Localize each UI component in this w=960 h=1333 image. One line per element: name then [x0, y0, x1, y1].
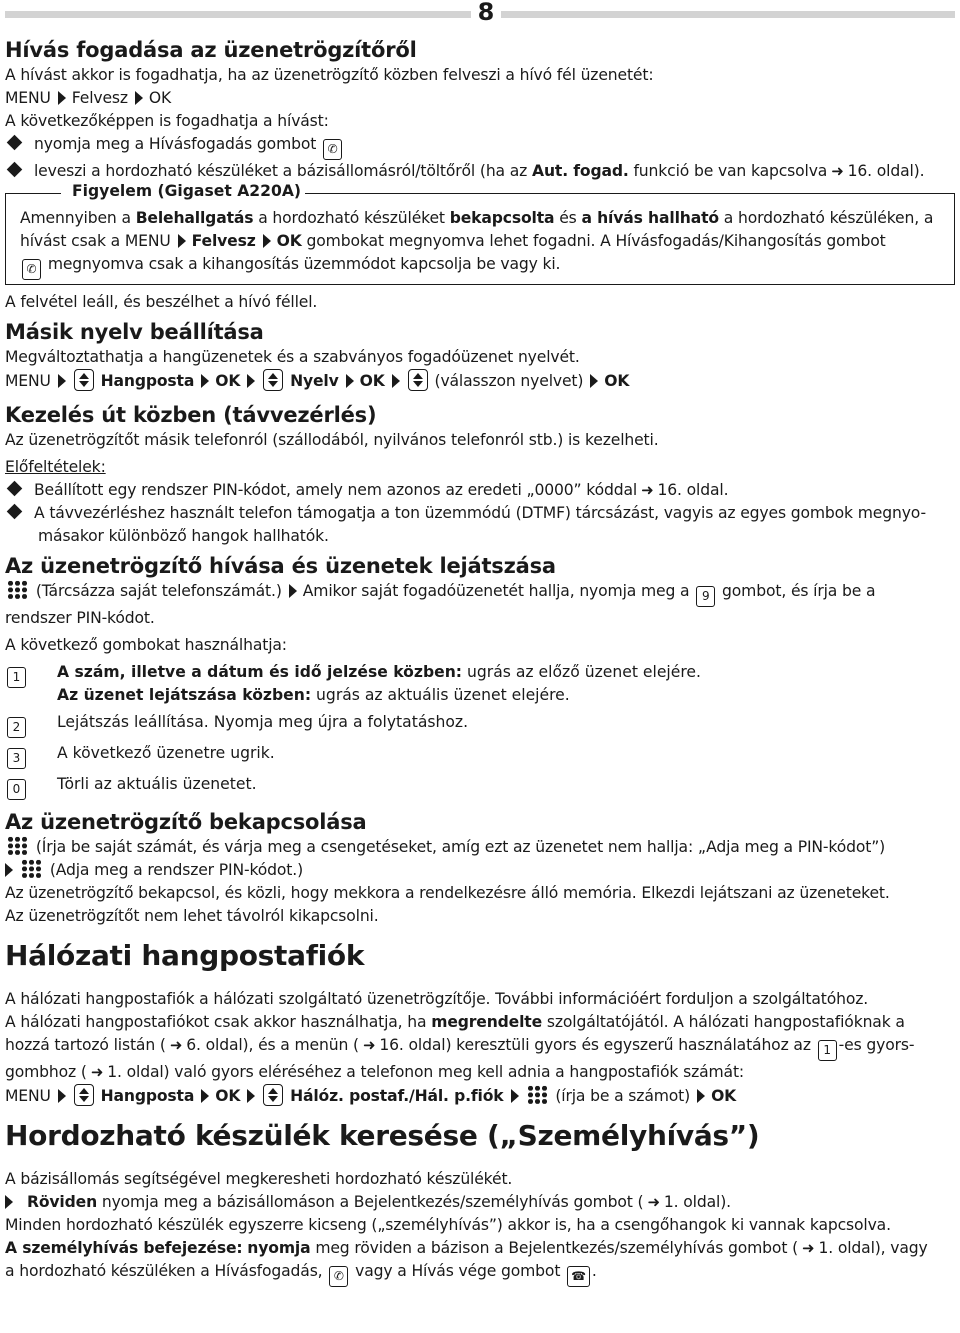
end-call-key-icon: ☎ [567, 1266, 590, 1287]
text: gombhoz ( [5, 1063, 87, 1081]
text: meg röviden a bázison a Bejelentkezés/személyhívás gombot ( [315, 1239, 799, 1257]
text: Belehallgatás [135, 209, 254, 227]
text: (Írja be saját számát, és várja meg a csengetéseket, amíg ezt az üzenetet nem hallja: „Adja meg a PIN-kódot”) [35, 838, 886, 856]
bullet-item [5, 160, 955, 183]
bullet-continuation: másakor különböző hangok hallhatók. [38, 527, 329, 545]
bullet-text: A távvezérléshez használt telefon támogatja a ton üzemmódú (DTMF) tárcsázást, vagyis az egyes gombok megnyo- [34, 504, 926, 522]
bullet-icon [7, 481, 23, 497]
text: 16. oldal) keresztüli gyors és egyszerű használatához az [379, 1036, 811, 1054]
bullet-text: leveszi a hordozható készüléket a bázisállomásról/töltőről (ha az [34, 162, 528, 180]
menu-label: OK [215, 372, 241, 390]
text: (válasszon nyelvet) [434, 372, 584, 390]
key-2-icon: 2 [7, 717, 26, 738]
instruction-line [5, 1191, 955, 1214]
bullet-item [5, 502, 955, 525]
page-header [5, 0, 955, 34]
paragraph: Az üzenetrögzítőt másik telefonról (szállodából, nyilvános telefonról stb.) is kezelheti. [5, 431, 659, 449]
section-title-answer: Hívás fogadása az üzenetrögzítőről [5, 38, 417, 62]
arrow-right-icon [201, 1089, 209, 1103]
bullet-icon [7, 504, 23, 520]
paragraph [5, 1034, 955, 1061]
text: A következő üzenetre ugrik. [57, 744, 275, 762]
manual-page [5, 0, 955, 1287]
page-ref: 16. oldal. [657, 481, 729, 499]
text: (Adja meg a rendszer PIN-kódot.) [49, 861, 304, 879]
paragraph: rendszer PIN-kódot. [5, 609, 155, 627]
key-3-icon: 3 [7, 748, 26, 769]
talk-key-icon: ✆ [323, 139, 342, 160]
menu-label: OK [359, 372, 385, 390]
menu-label: MENU [5, 372, 51, 390]
key-function-item [5, 742, 955, 769]
paragraph [5, 1011, 955, 1034]
instruction-line [5, 859, 955, 882]
arrow-right-icon [263, 234, 271, 248]
page-ref: 16. oldal). [847, 162, 925, 180]
menu-label: OK [711, 1087, 737, 1105]
paragraph [5, 1260, 955, 1287]
arrow-right-icon [5, 863, 13, 877]
key-function-item [5, 711, 955, 738]
arrow-right-icon [58, 91, 66, 105]
text: bekapcsolta [449, 209, 555, 227]
prerequisites-title: Előfeltételek: [5, 458, 106, 476]
text: (Tárcsázza saját telefonszámát.) [35, 582, 282, 600]
arrow-right-icon [201, 374, 209, 388]
menu-label: OK [148, 89, 172, 107]
key-1-icon: 1 [7, 667, 26, 688]
menu-label: MENU [5, 1087, 51, 1105]
paragraph: Az üzenetrögzítőt nem lehet távolról kikapcsolni. [5, 907, 379, 925]
section-title-call-playback: Az üzenetrögzítő hívása és üzenetek lejátszása [5, 554, 556, 578]
note-line [20, 207, 940, 230]
text: 1. oldal). [663, 1193, 731, 1211]
paragraph: A hálózati hangpostafiók a hálózati szolgáltató üzenetrögzítője. További információért forduljon a szolgáltatóhoz. [5, 990, 869, 1008]
reference-arrow-icon: ➜ [169, 1036, 183, 1054]
menu-label: MENU [124, 232, 171, 250]
text: 1. oldal), vagy [818, 1239, 928, 1257]
arrow-right-icon [392, 374, 400, 388]
text: megnyomva csak a kihangosítás üzemmódot kapcsolja be vagy ki. [47, 255, 561, 273]
arrow-right-icon [58, 374, 66, 388]
note-box [5, 182, 955, 285]
arrow-right-icon [346, 374, 354, 388]
key-0-icon: 0 [7, 779, 26, 800]
text: A hálózati hangpostafiókot csak akkor használhatja, ha [5, 1013, 427, 1031]
instruction-line [5, 836, 955, 859]
arrow-right-icon [247, 374, 255, 388]
bullet-text: nyomja meg a Hívásfogadás gombot [34, 135, 317, 153]
nav-key-icon [263, 1084, 283, 1106]
chapter-title-network-mailbox: Hálózati hangpostafiók [5, 939, 365, 972]
text: A szám, illetve a dátum és idő jelzése közben: [57, 663, 463, 681]
text: nyomja meg a bázisállomáson a Bejelentkezés/személyhívás gombot ( [101, 1193, 644, 1211]
menu-sequence [5, 1084, 955, 1108]
menu-label: Hálóz. postaf./Hál. p.fiók [290, 1087, 504, 1105]
reference-arrow-icon: ➜ [362, 1036, 376, 1054]
note-line [20, 253, 940, 280]
chapter-title-paging: Hordozható készülék keresése („Személyhívás”) [5, 1119, 760, 1152]
bullet-item [5, 479, 955, 502]
key-1-icon: 1 [818, 1040, 837, 1061]
text: ugrás az aktuális üzenet elejére. [316, 686, 570, 704]
arrow-right-icon [58, 1089, 66, 1103]
paragraph: A következőképpen is fogadhatja a hívást: [5, 112, 329, 130]
reference-arrow-icon: ➜ [831, 162, 844, 180]
nav-key-icon [263, 369, 283, 391]
text: (írja be a számot) [555, 1087, 691, 1105]
text: 1. oldal) való gyors eléréséhez a telefonon meg kell adnia a hangpostafiók számát: [107, 1063, 745, 1081]
text: Lejátszás leállítása. Nyomja meg újra a folytatáshoz. [57, 713, 469, 731]
paragraph [5, 1061, 955, 1084]
page-number: 8 [471, 0, 501, 26]
arrow-right-icon [590, 374, 598, 388]
nav-key-icon [74, 369, 94, 391]
menu-label: Felvesz [191, 232, 256, 250]
bullet-item [5, 133, 955, 160]
menu-label: OK [276, 232, 302, 250]
text: ugrás az előző üzenet elejére. [467, 663, 701, 681]
bullet-icon [7, 135, 23, 151]
paragraph: A bázisállomás segítségével megkeresheti hordozható készülékét. [5, 1170, 513, 1188]
text: a hordozható készüléken, a [723, 209, 934, 227]
text: a hívás hallható [581, 209, 719, 227]
bullet-icon [7, 162, 23, 178]
nav-key-icon [408, 369, 428, 391]
menu-label: Hangposta [100, 1087, 195, 1105]
text: Röviden [27, 1193, 98, 1211]
arrow-right-icon [247, 1089, 255, 1103]
text: 6. oldal), és a menün ( [186, 1036, 359, 1054]
text: vagy a Hívás vége gombot [355, 1262, 561, 1280]
text: gombokat megnyomva lehet fogadni. A Hívásfogadás/Kihangosítás gombot [306, 232, 886, 250]
arrow-right-icon [511, 1089, 519, 1103]
feature-name: Aut. fogad. [532, 162, 629, 180]
reference-arrow-icon: ➜ [90, 1063, 104, 1081]
reference-arrow-icon: ➜ [802, 1239, 815, 1257]
section-title-activate: Az üzenetrögzítő bekapcsolása [5, 810, 367, 834]
section-title-remote: Kezelés út közben (távvezérlés) [5, 403, 377, 427]
text: . [591, 1262, 597, 1280]
text: a hordozható készüléket [258, 209, 445, 227]
menu-label: Hangposta [100, 372, 195, 390]
text: -es gyors- [838, 1036, 915, 1054]
text: hozzá tartozó listán ( [5, 1036, 166, 1054]
key-function-item [5, 661, 955, 707]
paragraph: Az üzenetrögzítő bekapcsol, és közli, hogy mekkora a rendelkezésre álló memória. Elkezdi lejátszani az üzeneteket. [5, 884, 890, 902]
text: Amennyiben a [20, 209, 131, 227]
bullet-text: funkció be van kapcsolva [633, 162, 828, 180]
note-line [20, 230, 940, 253]
text: a hordozható készüléken a Hívásfogadás, [5, 1262, 323, 1280]
text: megrendelte [431, 1013, 543, 1031]
key-9-icon: 9 [696, 586, 715, 607]
nav-key-icon [74, 1084, 94, 1106]
paragraph: A hívást akkor is fogadhatja, ha az üzenetrögzítő közben felveszi a hívó fél üzenetét: [5, 66, 654, 84]
text: és [559, 209, 577, 227]
key-function-item [5, 773, 955, 800]
arrow-right-icon [289, 584, 297, 598]
menu-sequence [5, 87, 955, 110]
keypad-icon [7, 580, 29, 600]
arrow-right-icon [697, 1089, 705, 1103]
text: Az üzenet lejátszása közben: [57, 686, 312, 704]
text: hívást csak a [20, 232, 121, 250]
paragraph: A következő gombokat használhatja: [5, 636, 287, 654]
text: Törli az aktuális üzenetet. [57, 775, 257, 793]
paragraph: Minden hordozható készülék egyszerre kicseng („személyhívás”) akkor is, ha a csengőhangok ki vannak kapcsolva. [5, 1216, 891, 1234]
menu-label: Nyelv [290, 372, 339, 390]
paragraph: A felvétel leáll, és beszélhet a hívó féllel. [5, 293, 318, 311]
arrow-right-icon [5, 1195, 13, 1209]
menu-sequence [5, 369, 955, 393]
text: szolgáltatójától. A hálózati hangpostafióknak a [546, 1013, 905, 1031]
arrow-right-icon [178, 234, 186, 248]
handsfree-key-icon: ✆ [22, 259, 41, 280]
menu-label: Felvesz [71, 89, 128, 107]
reference-arrow-icon: ➜ [641, 481, 654, 499]
menu-label: MENU [5, 89, 51, 107]
text: nyomja [247, 1239, 311, 1257]
keypad-icon [7, 836, 29, 856]
talk-key-icon: ✆ [329, 1266, 348, 1287]
paragraph [5, 1237, 955, 1260]
keypad-icon [527, 1085, 549, 1105]
section-title-language: Másik nyelv beállítása [5, 320, 264, 344]
reference-arrow-icon: ➜ [647, 1193, 660, 1211]
keypad-icon [21, 859, 43, 879]
arrow-right-icon [135, 91, 143, 105]
text: A személyhívás befejezése: [5, 1239, 243, 1257]
menu-label: OK [215, 1087, 241, 1105]
bullet-text: Beállított egy rendszer PIN-kódot, amely nem azonos az eredeti „0000” kóddal [34, 481, 638, 499]
paragraph: Megváltoztathatja a hangüzenetek és a szabványos fogadóüzenet nyelvét. [5, 348, 580, 366]
text: Amikor saját fogadóüzenetét hallja, nyomja meg a [302, 582, 690, 600]
menu-label: OK [604, 372, 630, 390]
instruction-line [5, 580, 955, 607]
note-title: Figyelem (Gigaset A220A) [68, 182, 305, 200]
text: gombot, és írja be a [722, 582, 876, 600]
